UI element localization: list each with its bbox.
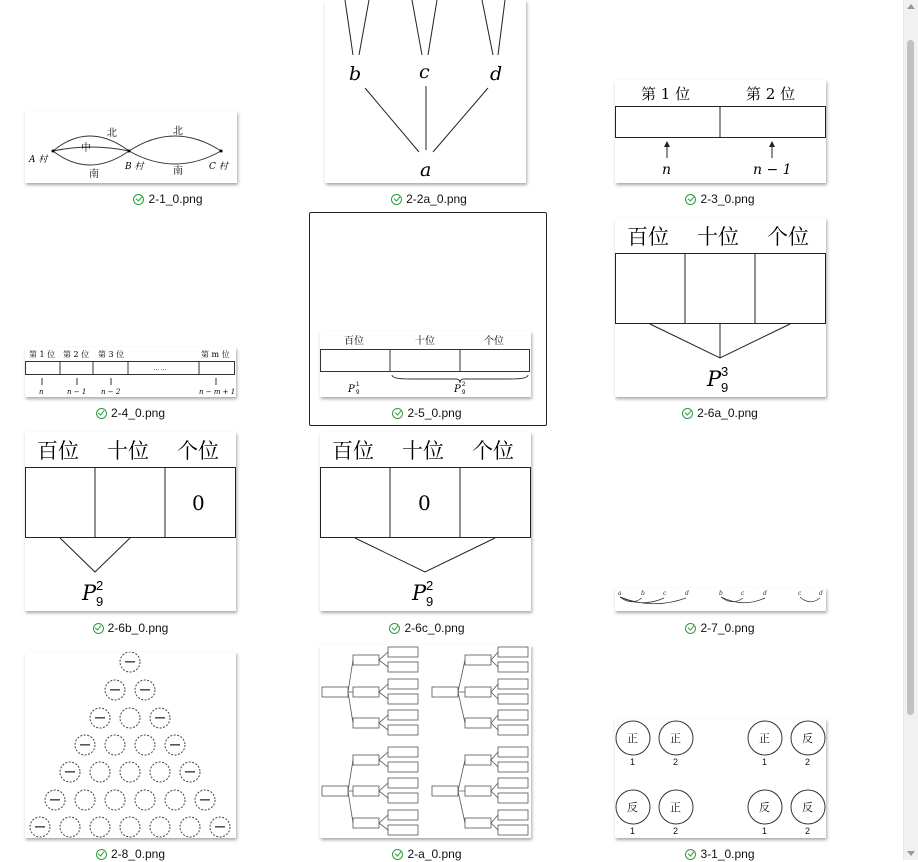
label-north: 北 (107, 128, 117, 139)
arrow-sequence-diagram (615, 588, 826, 611)
label-village-b: B 村 (125, 162, 144, 172)
check-circle-icon (93, 623, 104, 634)
file-name: 3-1_0.png (700, 847, 755, 861)
svg-text:c: c (741, 590, 745, 597)
check-circle-icon (96, 849, 107, 860)
svg-text:a: a (618, 590, 622, 597)
route-diagram (25, 111, 237, 183)
label-pos1: 第 1 位 (641, 85, 691, 103)
file-name: 2-6a_0.png (697, 406, 758, 420)
label-n-2: n − 2 (101, 388, 121, 396)
check-circle-icon (389, 623, 400, 634)
label-n: n (39, 388, 44, 396)
svg-text:d: d (819, 590, 823, 597)
check-circle-icon (685, 194, 696, 205)
svg-text:b: b (719, 590, 723, 597)
file-name: 2-3_0.png (700, 192, 755, 206)
check-circle-icon (392, 408, 403, 419)
coin-face: 正 (627, 732, 638, 745)
digits-diagram (320, 331, 531, 397)
coin-index: 2 (673, 757, 679, 767)
file-name: 2-2a_0.png (406, 192, 467, 206)
pascal-triangle-diagram (25, 652, 236, 838)
file-caption[interactable] (25, 620, 236, 636)
coin-index: 1 (762, 826, 768, 836)
label-tens: 十位 (402, 439, 444, 463)
label-village-c: C 村 (209, 162, 228, 172)
thumbnail-2-a[interactable] (320, 645, 531, 838)
m-positions-diagram (25, 347, 236, 397)
label-south-2: 南 (173, 166, 183, 177)
file-caption[interactable] (309, 620, 545, 636)
file-name: 2-6b_0.png (107, 621, 169, 635)
svg-text:d: d (763, 590, 767, 597)
file-name: 2-5_0.png (407, 406, 462, 420)
label-pos1: 第 1 位 (29, 350, 56, 359)
label-pos2: 第 2 位 (746, 85, 796, 103)
coin-face: 反 (759, 801, 770, 814)
svg-text:9: 9 (426, 594, 434, 609)
label-pos2: 第 2 位 (63, 350, 90, 359)
coin-face: 反 (802, 732, 813, 745)
thumbnail-2-6a[interactable] (615, 218, 826, 397)
file-name: 2-a_0.png (407, 847, 462, 861)
node-c: c (419, 61, 430, 83)
node-d: d (490, 63, 503, 85)
label-posm: 第 m 位 (201, 350, 230, 359)
svg-text:9: 9 (462, 390, 466, 396)
label-ones: 个位 (767, 225, 809, 249)
coin-index: 2 (805, 826, 811, 836)
svg-text:c: c (798, 590, 802, 597)
svg-text:9: 9 (96, 594, 104, 609)
digit-zero: 0 (192, 491, 205, 515)
thumbnail-2-4[interactable] (25, 347, 236, 397)
tree-diagram (325, 0, 526, 183)
file-caption[interactable] (311, 191, 547, 207)
label-tens: 十位 (415, 336, 435, 347)
thumbnail-2-2a[interactable] (325, 0, 526, 183)
label-dots: …… (153, 365, 167, 372)
svg-text:2: 2 (462, 382, 466, 388)
scroll-up-arrow-icon[interactable] (907, 4, 915, 9)
thumbnail-3-1[interactable] (615, 719, 826, 838)
node-a: a (420, 159, 432, 181)
label-village-a: A 村 (29, 155, 48, 165)
file-caption[interactable] (601, 405, 839, 421)
svg-text:d: d (685, 590, 689, 597)
label-pos3: 第 3 位 (98, 350, 125, 359)
svg-text:2: 2 (96, 578, 104, 593)
label-north-2: 北 (173, 126, 183, 137)
label-ones: 个位 (484, 336, 504, 347)
check-circle-icon (392, 849, 403, 860)
check-circle-icon (685, 623, 696, 634)
check-circle-icon (682, 408, 693, 419)
file-caption[interactable] (601, 620, 839, 636)
digits-diagram (615, 218, 826, 397)
thumbnail-2-6c[interactable] (320, 432, 531, 611)
thumbnail-2-5[interactable] (320, 331, 531, 397)
svg-text:9: 9 (356, 390, 360, 396)
label-ones: 个位 (177, 439, 219, 463)
svg-text:c: c (663, 590, 667, 597)
label-south: 南 (89, 169, 99, 180)
position-diagram (615, 80, 826, 183)
svg-text:3: 3 (721, 364, 729, 379)
file-caption[interactable] (25, 191, 311, 207)
check-circle-icon (685, 849, 696, 860)
digits-diagram (25, 432, 236, 611)
coin-face: 正 (670, 732, 681, 745)
permutation-tree-diagram (320, 645, 531, 838)
coin-index: 1 (630, 826, 636, 836)
file-name: 2-7_0.png (700, 621, 755, 635)
label-n: n (662, 162, 672, 178)
check-circle-icon (391, 194, 402, 205)
thumbnail-2-7[interactable] (615, 588, 826, 611)
digit-zero: 0 (418, 491, 431, 515)
label-hundreds: 百位 (332, 439, 374, 463)
label-tens: 十位 (107, 439, 149, 463)
coin-outcomes-diagram (615, 719, 826, 838)
svg-text:1: 1 (356, 382, 360, 388)
thumbnail-2-3[interactable] (615, 80, 826, 183)
coin-index: 2 (673, 826, 679, 836)
scrollbar-thumb[interactable] (907, 40, 914, 715)
file-name: 2-1_0.png (148, 192, 203, 206)
label-p92: P (454, 384, 461, 395)
thumbnail-2-8[interactable] (25, 652, 236, 838)
svg-text:b: b (641, 590, 645, 597)
file-name: 2-4_0.png (110, 406, 166, 420)
coin-index: 1 (630, 757, 636, 767)
coin-face: 反 (627, 801, 638, 814)
label-p: P (707, 367, 722, 391)
coin-index: 1 (762, 757, 768, 767)
label-hundreds: 百位 (344, 336, 364, 347)
file-caption[interactable] (25, 405, 236, 421)
label-p: P (82, 581, 97, 605)
coin-face: 正 (670, 801, 681, 814)
label-n-minus-1: n − 1 (753, 162, 792, 178)
thumbnail-2-6b[interactable] (25, 432, 236, 611)
digits-diagram (320, 432, 531, 611)
file-name: 2-6c_0.png (404, 621, 465, 635)
label-hundreds: 百位 (37, 439, 79, 463)
label-ones: 个位 (472, 439, 514, 463)
check-circle-icon (96, 408, 107, 419)
label-middle: 中 (81, 143, 91, 154)
thumbnail-2-1[interactable] (25, 111, 237, 183)
svg-text:2: 2 (426, 578, 434, 593)
svg-text:9: 9 (721, 380, 729, 395)
label-n-1: n − 1 (67, 388, 87, 396)
label-p: P (412, 581, 427, 605)
coin-face: 正 (759, 732, 770, 745)
node-b: b (349, 63, 362, 85)
coin-index: 2 (805, 757, 811, 767)
file-name: 2-8_0.png (110, 847, 166, 861)
label-n-m-1: n − m + 1 (199, 388, 236, 396)
label-tens: 十位 (697, 225, 739, 249)
label-hundreds: 百位 (627, 225, 669, 249)
file-caption[interactable] (309, 405, 545, 421)
vertical-scrollbar[interactable] (903, 0, 918, 860)
coin-face: 反 (802, 801, 813, 814)
label-p91: P (348, 384, 355, 395)
check-circle-icon (133, 194, 144, 205)
scroll-down-arrow-icon[interactable] (907, 851, 915, 856)
file-caption[interactable] (601, 191, 839, 207)
